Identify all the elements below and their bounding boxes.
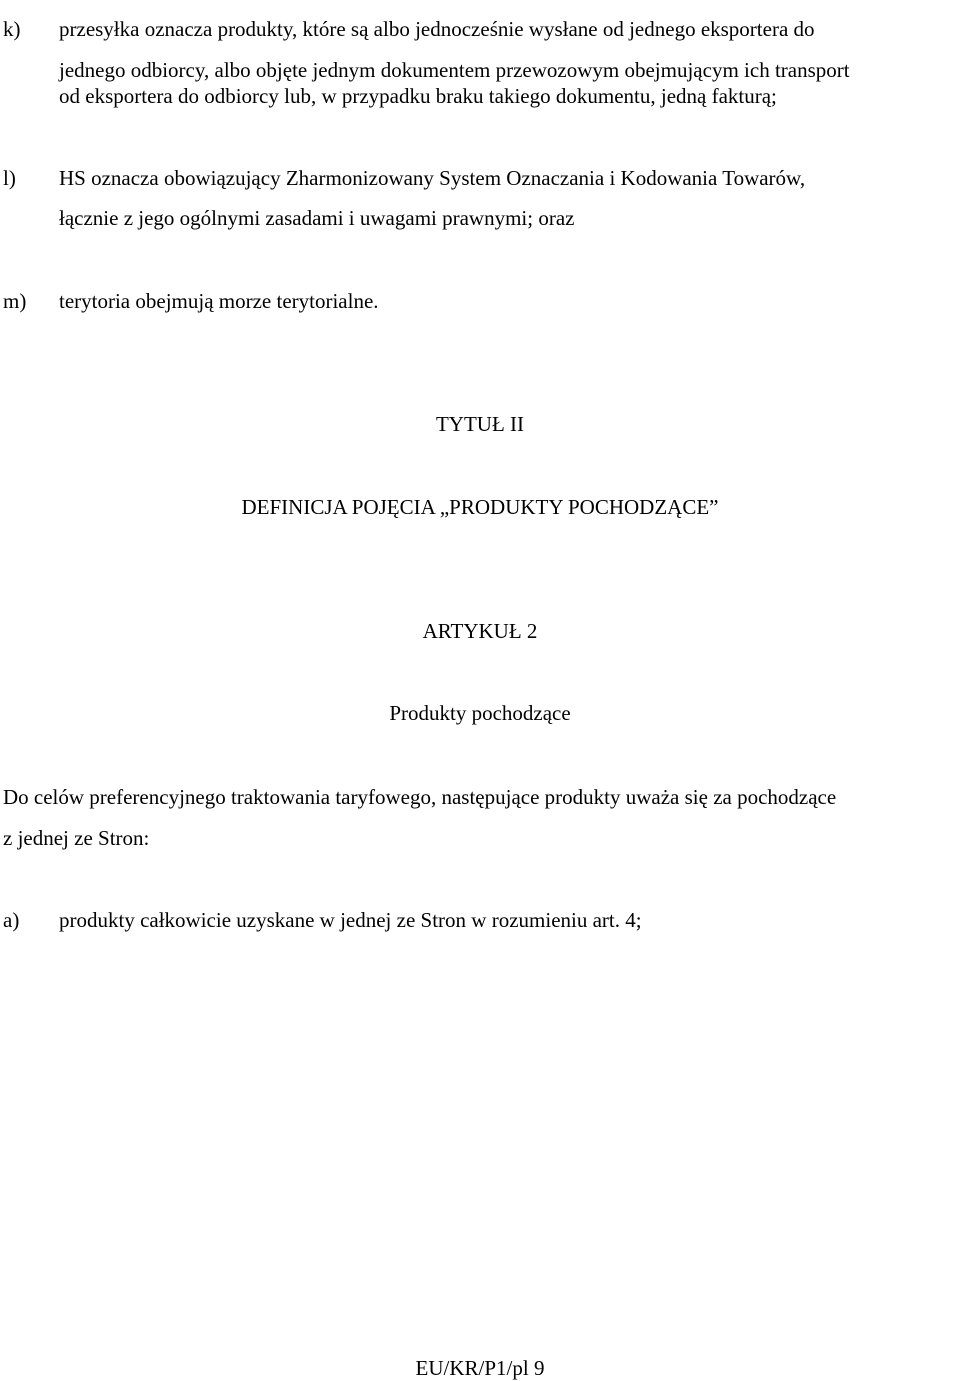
list-item-k-line-3: od eksportera do odbiorcy lub, w przypadku braku takiego dokumentu, jedną fakturą; (59, 84, 777, 108)
list-item-k-line-1: przesyłka oznacza produkty, które są albo jednocześnie wysłane od jednego eksportera do (59, 17, 815, 41)
page-footer: EU/KR/P1/pl 9 (415, 1356, 545, 1380)
list-item-l-line-2: łącznie z jego ogólnymi zasadami i uwagami prawnymi; oraz (59, 206, 575, 230)
list-item-k-line-2: jednego odbiorcy, albo objęte jednym dokumentem przewozowym obejmującym ich transport (59, 58, 850, 82)
title-heading: TYTUŁ II (435, 412, 525, 436)
list-item-l-line-1: HS oznacza obowiązujący Zharmonizowany System Oznaczania i Kodowania Towarów, (59, 166, 806, 190)
title-subheading: DEFINICJA POJĘCIA „PRODUKTY POCHODZĄCE” (241, 495, 719, 519)
list-item-m-line-1: terytoria obejmują morze terytorialne. (59, 289, 379, 313)
list-marker-l: l) (3, 166, 16, 190)
list-item-a-line-1: produkty całkowicie uzyskane w jednej ze Stron w rozumieniu art. 4; (59, 908, 642, 932)
list-marker-a: a) (3, 908, 20, 932)
article-intro-line-1: Do celów preferencyjnego traktowania taryfowego, następujące produkty uważa się za pochodzące (3, 785, 837, 809)
article-title: Produkty pochodzące (389, 701, 571, 725)
list-marker-k: k) (3, 17, 21, 41)
article-intro-line-2: z jednej ze Stron: (3, 826, 150, 850)
article-heading: ARTYKUŁ 2 (422, 619, 538, 643)
list-marker-m: m) (3, 289, 27, 313)
